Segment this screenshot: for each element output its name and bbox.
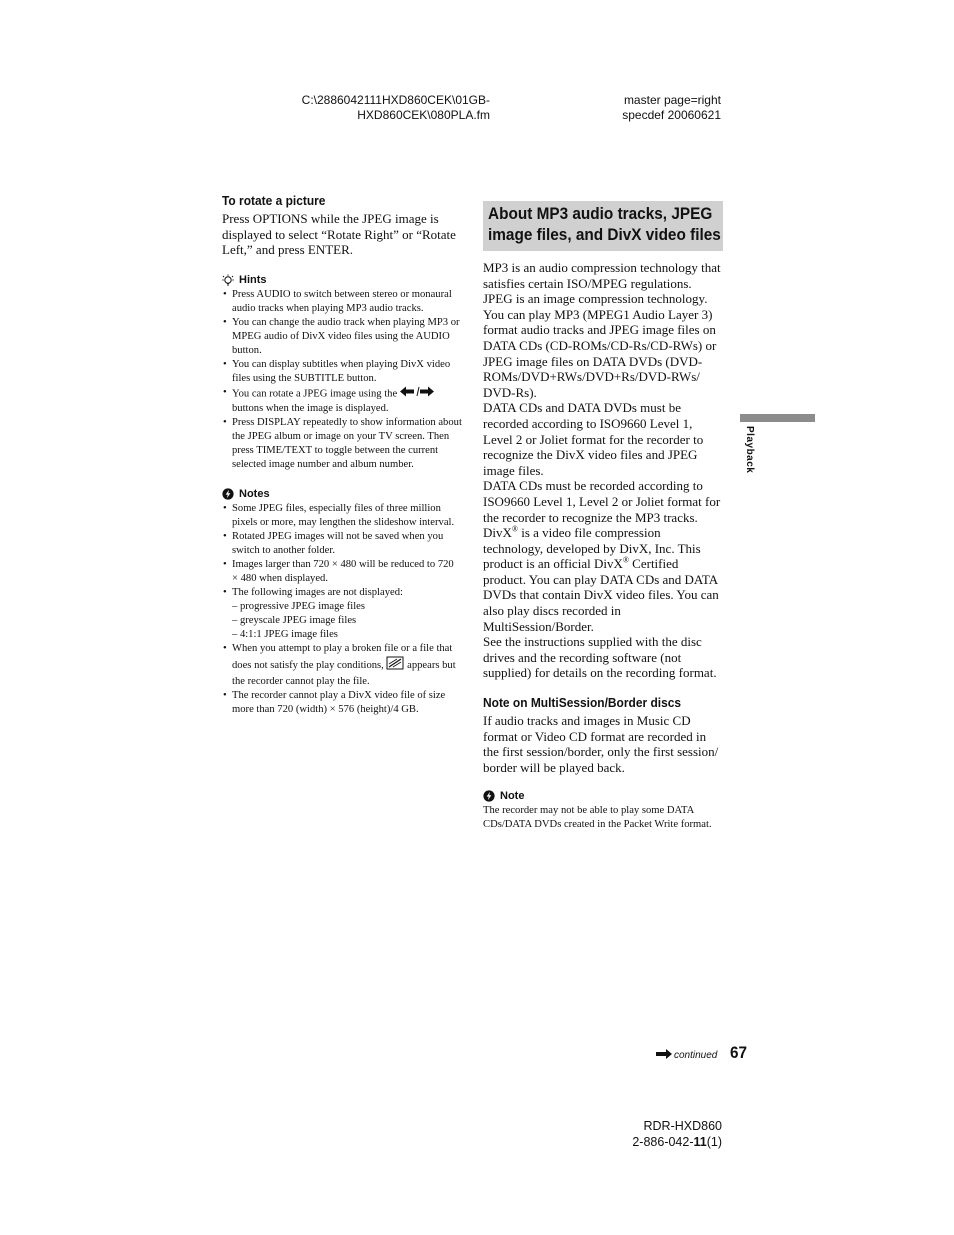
master-line2: specdef 20060621	[622, 108, 721, 122]
left-right-arrow-icon	[400, 386, 434, 402]
divx-text: is a video file compression technology, developed by DivX, Inc. This product is an official DivX	[483, 525, 701, 572]
hints-label-row	[222, 274, 462, 286]
left-column	[222, 193, 462, 717]
paragraph: See the instructions supplied with the disc drives and the recording software (not supplied) for details on the recording format.	[483, 634, 717, 681]
divx-text: DivX	[483, 525, 512, 541]
part-code-prefix: 2-886-042-	[632, 1135, 694, 1149]
side-tab	[744, 426, 758, 473]
rotate-text: Press OPTIONS while the JPEG image is displayed to select “Rotate Right” or “Rotate Left,” and press ENTER.	[222, 211, 456, 258]
list-item: • The recorder cannot play a DivX video file of size more than 720 (width) × 576 (height)/4 GB.	[222, 689, 462, 717]
master-line1: master page=right	[623, 93, 721, 107]
right-column	[483, 201, 723, 832]
rotate-hint-text-a: You can rotate a JPEG image using the	[232, 388, 398, 400]
paragraph: JPEG is an image compression technology.	[483, 291, 708, 307]
prohibited-file-icon	[386, 656, 404, 675]
note-icon	[222, 488, 234, 500]
note-icon	[483, 790, 495, 802]
paragraph: DATA CDs must be recorded according to ISO9660 Level 1, Level 2 or Joliet format for the recorder to recognize the MP3 tracks.	[483, 478, 721, 525]
dash-item: – greyscale JPEG image files	[232, 614, 357, 626]
registered-mark: ®	[622, 555, 629, 565]
broken-file-text-b: appears but the recorder cannot play the file.	[232, 659, 456, 687]
multisession-heading: Note on MultiSession/Border discs	[483, 695, 682, 711]
continued-marker	[656, 1046, 717, 1064]
list-item	[222, 386, 462, 416]
notes-list	[222, 502, 462, 717]
part-code-suffix: (1)	[706, 1135, 722, 1149]
file-path-line1: C:\2886042111HXD860CEK\01GB-	[301, 93, 490, 107]
lightbulb-icon	[222, 274, 234, 286]
divx-text: Certified product. You can play DATA CDs and DATA DVDs that contain DivX video files. You can also play discs recorded in MultiSession/Border.	[483, 556, 719, 634]
hints-list	[222, 288, 462, 472]
page-number: 67	[730, 1043, 748, 1062]
model-number: RDR-HXD860	[643, 1119, 722, 1133]
divx-paragraph	[483, 525, 723, 634]
broken-file-text-a: When you attempt to play a broken file or a file that does not satisfy the play conditions,	[232, 642, 453, 671]
dash-item: – 4:1:1 JPEG image files	[232, 628, 338, 640]
hints-label: Hints	[239, 273, 267, 286]
section-title-box	[483, 201, 723, 251]
note-text: The recorder may not be able to play some DATA CDs/DATA DVDs created in the Packet Write format.	[483, 805, 712, 831]
note-label-row	[483, 790, 723, 802]
list-item: • Press AUDIO to switch between stereo or monaural audio tracks when playing MP3 audio tracks.	[222, 288, 462, 316]
list-item	[222, 642, 462, 689]
file-path	[290, 93, 490, 123]
list-item: • Rotated JPEG images will not be saved when you switch to another folder.	[222, 530, 462, 558]
side-tab-bar	[740, 414, 815, 422]
list-item: • You can change the audio track when playing MP3 or MPEG audio of DivX video files using the AUDIO button.	[222, 316, 462, 358]
list-item: • Press DISPLAY repeatedly to show information about the JPEG album or image on your TV screen. Then press TIME/TEXT to toggle between the current selected image number and album number.	[222, 416, 462, 472]
list-item: • Some JPEG files, especially files of three million pixels or more, may lengthen the slideshow interval.	[222, 502, 462, 530]
note-label: Note	[500, 790, 525, 803]
part-code	[600, 1134, 722, 1150]
continued-text: continued	[674, 1049, 718, 1061]
arrow-right-icon	[656, 1046, 672, 1064]
rotate-hint-text-b: buttons when the image is displayed.	[232, 402, 389, 414]
multisession-text: If audio tracks and images in Music CD format or Video CD format are recorded in the first session/border, only the first session/ border will be played back.	[483, 713, 719, 775]
paragraph: You can play MP3 (MPEG1 Audio Layer 3) format audio tracks and JPEG image files on DATA CDs (CD-ROMs/CD-Rs/CD-RWs) or JPEG image files on DATA DVDs (DVD-ROMs/DVD+RWs/DVD+Rs/DVD-RWs/ DVD-Rs).	[483, 306, 717, 400]
dash-item: – progressive JPEG image files	[232, 600, 365, 612]
part-code-bold: 11	[693, 1135, 707, 1149]
registered-mark: ®	[511, 524, 518, 534]
paragraph: DATA CDs and DATA DVDs must be recorded according to ISO9660 Level 1, Level 2 or Joliet format for the recorder to recognize the DivX video files and JPEG image files.	[483, 400, 704, 478]
not-displayed-text: The following images are not displayed:	[232, 586, 403, 598]
paragraph: MP3 is an audio compression technology that satisfies certain ISO/MPEG regulations.	[483, 260, 721, 291]
list-item	[222, 586, 462, 642]
section-title: About MP3 audio tracks, JPEG image files, and DivX video files	[488, 205, 721, 244]
notes-label: Notes	[239, 487, 270, 500]
side-tab-label: Playback	[744, 426, 755, 474]
rotate-heading: To rotate a picture	[222, 193, 326, 208]
list-item: • Images larger than 720 × 480 will be reduced to 720 × 480 when displayed.	[222, 558, 462, 586]
file-path-line2: HXD860CEK\080PLA.fm	[357, 108, 490, 122]
notes-label-row	[222, 488, 462, 500]
model-info	[600, 1118, 722, 1150]
list-item: • You can display subtitles when playing DivX video files using the SUBTITLE button.	[222, 358, 462, 386]
master-page-info	[580, 93, 721, 123]
